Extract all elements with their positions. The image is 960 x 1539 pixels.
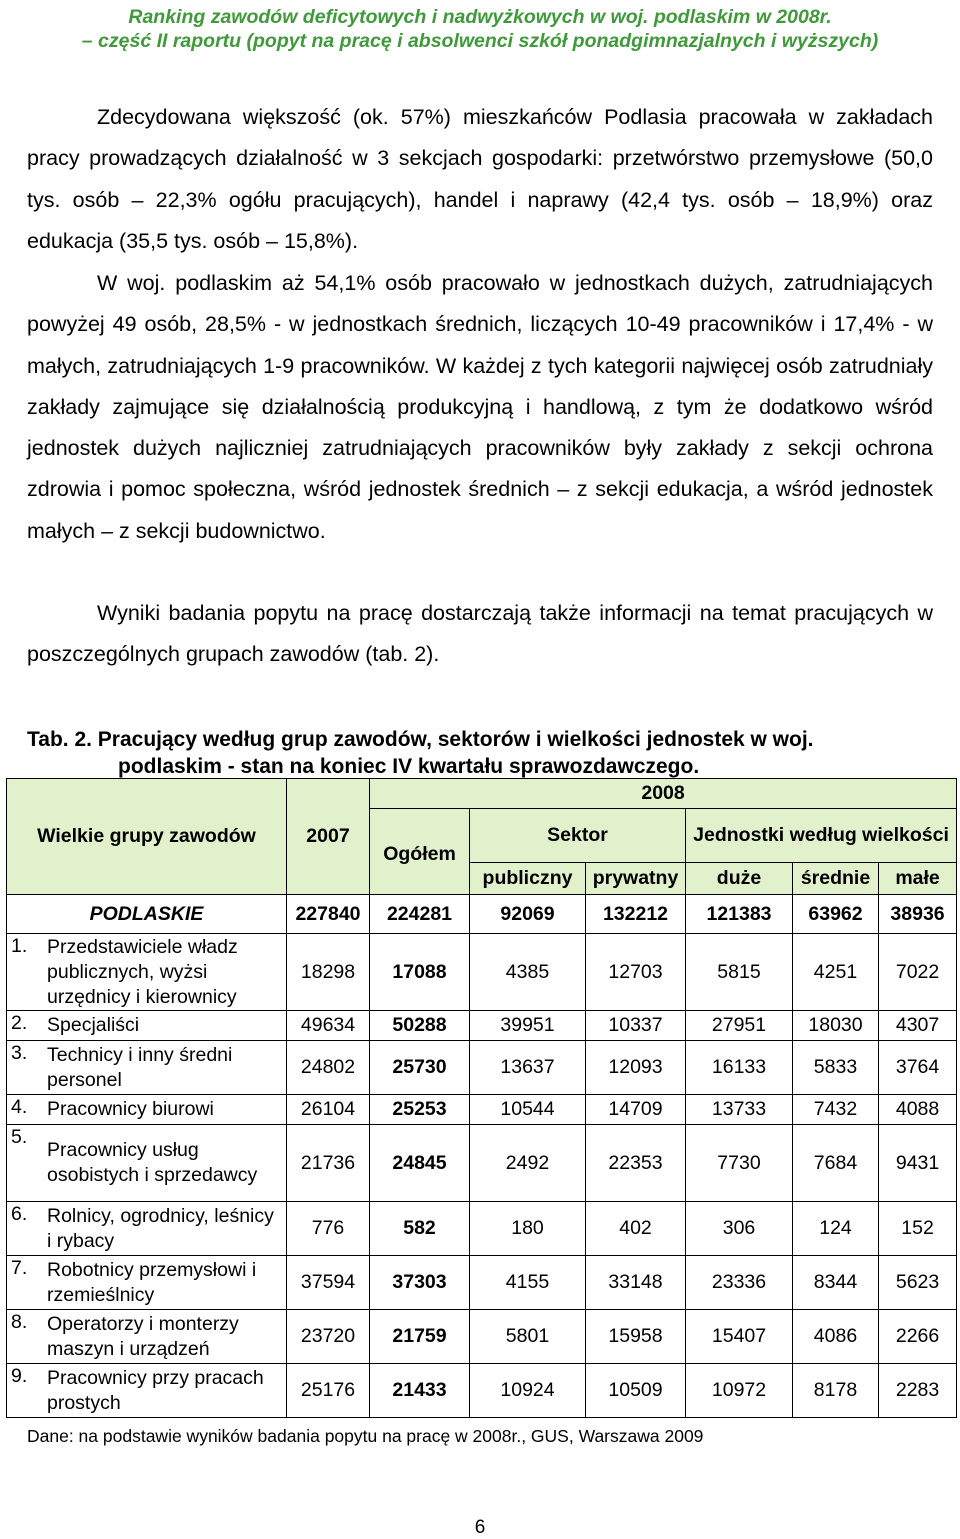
cell-large: 23336: [686, 1256, 793, 1310]
cell-small: 152: [879, 1202, 957, 1256]
header-public: publiczny: [470, 863, 586, 895]
cell-large: 15407: [686, 1310, 793, 1364]
occupation-cell: [7, 1095, 287, 1125]
table-row: [7, 1202, 957, 1256]
cell-private: 14709: [586, 1095, 686, 1125]
summary-2007: 227840: [287, 895, 370, 934]
occupation-name: Pracownicy usług osobistych i sprzedawcy: [47, 1139, 258, 1186]
cell-public: 10924: [470, 1364, 586, 1418]
cell-large: 5815: [686, 934, 793, 1011]
cell-small: 4307: [879, 1011, 957, 1041]
header-total: Ogółem: [370, 809, 470, 895]
occupation-cell: [7, 934, 287, 1011]
paragraph-survey-results: Wyniki badania popytu na pracę dostarczają także informacji na temat pracujących w poszczególnych grupach zawodów (tab. 2).: [27, 601, 933, 667]
cell-medium: 7432: [793, 1095, 879, 1125]
occupation-name: Przedstawiciele władz publicznych, wyżsi urzędnicy i kierownicy: [47, 935, 238, 1008]
occupation-name: Pracownicy przy pracach prostych: [47, 1366, 264, 1414]
cell-small: 2266: [879, 1310, 957, 1364]
cell-small: 9431: [879, 1125, 957, 1202]
cell-public: 4155: [470, 1256, 586, 1310]
occupation-cell: [7, 1125, 287, 1202]
header-large: duże: [686, 863, 793, 895]
page-number: 6: [474, 1517, 486, 1538]
cell-total: 50288: [370, 1011, 470, 1041]
occupation-index: 3.: [11, 1042, 28, 1064]
cell-private: 33148: [586, 1256, 686, 1310]
cell-medium: 7684: [793, 1125, 879, 1202]
occupation-name: Technicy i inny średni personel: [47, 1043, 233, 1091]
table-row: [7, 1310, 957, 1364]
cell-medium: 124: [793, 1202, 879, 1256]
cell-small: 2283: [879, 1364, 957, 1418]
cell-2007: 21736: [287, 1125, 370, 1202]
occupation-index: 4.: [11, 1096, 28, 1118]
cell-public: 10544: [470, 1095, 586, 1125]
occupation-cell: [7, 1202, 287, 1256]
cell-private: 10337: [586, 1011, 686, 1041]
cell-medium: 5833: [793, 1041, 879, 1095]
cell-private: 12703: [586, 934, 686, 1011]
cell-public: 4385: [470, 934, 586, 1011]
occupation-name: Operatorzy i monterzy maszyn i urządzeń: [47, 1312, 239, 1360]
table-row: [7, 1041, 957, 1095]
cell-medium: 8344: [793, 1256, 879, 1310]
cell-2007: 18298: [287, 934, 370, 1011]
cell-2007: 26104: [287, 1095, 370, 1125]
cell-large: 13733: [686, 1095, 793, 1125]
cell-medium: 18030: [793, 1011, 879, 1041]
occupation-cell: [7, 1011, 287, 1041]
summary-large: 121383: [686, 895, 793, 934]
cell-total: 25730: [370, 1041, 470, 1095]
cell-2007: 776: [287, 1202, 370, 1256]
header-year-2007: 2007: [287, 779, 370, 895]
cell-medium: 4251: [793, 934, 879, 1011]
cell-large: 10972: [686, 1364, 793, 1418]
cell-small: 7022: [879, 934, 957, 1011]
header-small: małe: [879, 863, 957, 895]
cell-total: 21433: [370, 1364, 470, 1418]
summary-row: [7, 895, 957, 934]
table-caption: Tab. 2. Pracujący według grup zawodów, sektorów i wielkości jednostek w woj. podlaskim - stan na koniec IV kwartału sprawozdawczego.: [27, 728, 814, 778]
cell-public: 13637: [470, 1041, 586, 1095]
cell-private: 12093: [586, 1041, 686, 1095]
cell-total: 582: [370, 1202, 470, 1256]
table-row: [7, 934, 957, 1011]
occupation-name: Pracownicy biurowi: [47, 1098, 214, 1120]
cell-public: 2492: [470, 1125, 586, 1202]
table-row: [7, 1095, 957, 1125]
cell-total: 21759: [370, 1310, 470, 1364]
cell-total: 24845: [370, 1125, 470, 1202]
summary-medium: 63962: [793, 895, 879, 934]
occupation-index: 8.: [11, 1311, 28, 1333]
table-source-note: Dane: na podstawie wyników badania popytu na pracę w 2008r., GUS, Warszawa 2009: [27, 1426, 704, 1446]
cell-2007: 37594: [287, 1256, 370, 1310]
cell-private: 10509: [586, 1364, 686, 1418]
occupation-index: 1.: [11, 935, 28, 957]
cell-medium: 8178: [793, 1364, 879, 1418]
running-header-title: Ranking zawodów deficytowych i nadwyżkowych w woj. podlaskim w 2008r.: [128, 6, 832, 28]
header-private: prywatny: [586, 863, 686, 895]
summary-total: 224281: [370, 895, 470, 934]
summary-small: 38936: [879, 895, 957, 934]
cell-2007: 25176: [287, 1364, 370, 1418]
occupation-cell: [7, 1041, 287, 1095]
occupation-index: 5.: [11, 1126, 28, 1148]
summary-public: 92069: [470, 895, 586, 934]
cell-large: 7730: [686, 1125, 793, 1202]
paragraph-unit-sizes: W woj. podlaskim aż 54,1% osób pracowało w jednostkach dużych, zatrudniających powyżej 49 osób, 28,5% - w jednostkach średnich, liczących 10-49 pracowników i 17,4% - w małych, zatrudniających 1-9 pracowników. W każdej z tych kategorii najwięcej osób zatrudniały zakłady zajmujące się działalnością produkcyjną i handlową, z tym że dodatkowo wśród jednostek dużych najliczniej zatrudniających pracowników były zakłady z sekcji ochrona zdrowia i pomoc społeczna, wśród jednostek średnich – z sekcji edukacja, a wśród jednostek małych – z sekcji budownictwo.: [27, 271, 933, 543]
summary-name: PODLASKIE: [7, 895, 287, 934]
cell-private: 402: [586, 1202, 686, 1256]
cell-medium: 4086: [793, 1310, 879, 1364]
cell-small: 3764: [879, 1041, 957, 1095]
occupation-index: 9.: [11, 1365, 28, 1387]
cell-public: 39951: [470, 1011, 586, 1041]
header-sector: Sektor: [470, 809, 686, 863]
occupation-table: [6, 778, 957, 1418]
summary-private: 132212: [586, 895, 686, 934]
occupation-index: 2.: [11, 1012, 28, 1034]
header-medium: średnie: [793, 863, 879, 895]
cell-public: 180: [470, 1202, 586, 1256]
cell-2007: 24802: [287, 1041, 370, 1095]
cell-large: 27951: [686, 1011, 793, 1041]
cell-small: 4088: [879, 1095, 957, 1125]
table-row: [7, 1011, 957, 1041]
cell-total: 25253: [370, 1095, 470, 1125]
header-occupation-group: Wielkie grupy zawodów: [7, 779, 287, 895]
table-row: [7, 1125, 957, 1202]
occupation-cell: [7, 1364, 287, 1418]
occupation-cell: [7, 1256, 287, 1310]
header-unit-size: Jednostki według wielkości: [686, 809, 957, 863]
occupation-name: Rolnicy, ogrodnicy, leśnicy i rybacy: [47, 1204, 274, 1252]
occupation-name: Specjaliści: [47, 1014, 140, 1036]
header-year-2008: 2008: [370, 779, 957, 809]
cell-private: 22353: [586, 1125, 686, 1202]
cell-small: 5623: [879, 1256, 957, 1310]
occupation-index: 7.: [11, 1257, 28, 1279]
cell-2007: 23720: [287, 1310, 370, 1364]
table-row: [7, 1256, 957, 1310]
occupation-name: Robotnicy przemysłowi i rzemieślnicy: [47, 1258, 257, 1306]
cell-large: 306: [686, 1202, 793, 1256]
paragraph-employment-sections: Zdecydowana większość (ok. 57%) mieszkańców Podlasia pracowała w zakładach pracy prowadzących działalność w 3 sekcjach gospodarki: przetwórstwo przemysłowe (50,0 tys. osób – 22,3% ogółu pracujących), handel i naprawy (42,4 tys. osób – 18,9%) oraz edukacja (35,5 tys. osób – 15,8%).: [27, 105, 933, 253]
running-header-subtitle: – część II raportu (popyt na pracę i absolwenci szkół ponadgimnazjalnych i wyższych): [81, 30, 879, 52]
table-row: [7, 1364, 957, 1418]
occupation-cell: [7, 1310, 287, 1364]
occupation-index: 6.: [11, 1203, 28, 1225]
cell-public: 5801: [470, 1310, 586, 1364]
cell-private: 15958: [586, 1310, 686, 1364]
cell-total: 37303: [370, 1256, 470, 1310]
cell-total: 17088: [370, 934, 470, 1011]
cell-large: 16133: [686, 1041, 793, 1095]
cell-2007: 49634: [287, 1011, 370, 1041]
